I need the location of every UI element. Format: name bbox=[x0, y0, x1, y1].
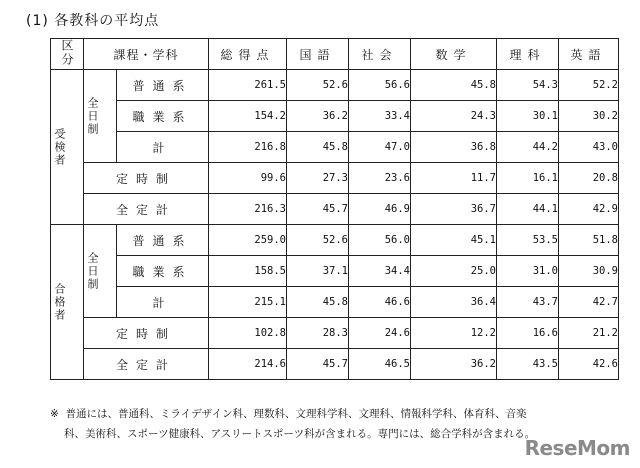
cell-total: 158.5 bbox=[209, 256, 287, 287]
cell-science: 16.6 bbox=[497, 318, 559, 349]
table-row bbox=[51, 256, 619, 287]
row-label-general: 普通系 bbox=[117, 70, 209, 101]
cell-science: 44.2 bbox=[497, 132, 559, 163]
row-label-parttime: 定時制 bbox=[84, 318, 209, 349]
cell-science: 53.5 bbox=[497, 225, 559, 256]
cell-social: 46.9 bbox=[349, 194, 411, 225]
cell-total: 214.6 bbox=[209, 349, 287, 380]
cell-science: 31.0 bbox=[497, 256, 559, 287]
cell-social: 34.4 bbox=[349, 256, 411, 287]
header-kubun: 区分 bbox=[51, 39, 84, 70]
cell-japanese: 37.1 bbox=[287, 256, 349, 287]
cell-social: 46.5 bbox=[349, 349, 411, 380]
table-row bbox=[51, 349, 619, 380]
cell-math: 45.8 bbox=[411, 70, 497, 101]
cell-total: 154.2 bbox=[209, 101, 287, 132]
group-fulltime: 全日制 bbox=[84, 70, 117, 163]
header-english: 英語 bbox=[559, 39, 619, 70]
cell-math: 24.3 bbox=[411, 101, 497, 132]
cell-english: 42.7 bbox=[559, 287, 619, 318]
cell-english: 42.9 bbox=[559, 194, 619, 225]
cell-japanese: 45.8 bbox=[287, 287, 349, 318]
cell-english: 30.2 bbox=[559, 101, 619, 132]
header-total: 総得点 bbox=[209, 39, 287, 70]
cell-science: 43.5 bbox=[497, 349, 559, 380]
table-row bbox=[51, 225, 619, 256]
header-math: 数学 bbox=[411, 39, 497, 70]
cell-japanese: 52.6 bbox=[287, 70, 349, 101]
footnote-mark: ※ bbox=[50, 408, 59, 420]
cell-total: 102.8 bbox=[209, 318, 287, 349]
cell-japanese: 28.3 bbox=[287, 318, 349, 349]
footnote-line-2: 科、美術科、スポーツ健康科、アスリートスポーツ科が含まれる。専門には、総合学科が含まれる。 bbox=[64, 428, 536, 440]
cell-total: 215.1 bbox=[209, 287, 287, 318]
cell-math: 45.1 bbox=[411, 225, 497, 256]
cell-english: 43.0 bbox=[559, 132, 619, 163]
row-label-vocational: 職業系 bbox=[117, 101, 209, 132]
cell-english: 20.8 bbox=[559, 163, 619, 194]
cell-math: 36.8 bbox=[411, 132, 497, 163]
cell-english: 42.6 bbox=[559, 349, 619, 380]
cell-japanese: 52.6 bbox=[287, 225, 349, 256]
cell-japanese: 45.8 bbox=[287, 132, 349, 163]
table-row bbox=[51, 318, 619, 349]
cell-math: 36.2 bbox=[411, 349, 497, 380]
cell-social: 56.0 bbox=[349, 225, 411, 256]
cell-science: 54.3 bbox=[497, 70, 559, 101]
cell-science: 16.1 bbox=[497, 163, 559, 194]
cell-math: 36.4 bbox=[411, 287, 497, 318]
header-social: 社会 bbox=[349, 39, 411, 70]
table-row bbox=[51, 132, 619, 163]
row-label-vocational: 職業系 bbox=[117, 256, 209, 287]
table-row bbox=[51, 287, 619, 318]
header-japanese: 国語 bbox=[287, 39, 349, 70]
table-row bbox=[51, 163, 619, 194]
row-label-parttime: 定時制 bbox=[84, 163, 209, 194]
row-label-all: 全定計 bbox=[84, 194, 209, 225]
table-row bbox=[51, 101, 619, 132]
table-row bbox=[51, 70, 619, 101]
table-row bbox=[51, 194, 619, 225]
cell-english: 30.9 bbox=[559, 256, 619, 287]
cell-social: 47.0 bbox=[349, 132, 411, 163]
cell-english: 21.2 bbox=[559, 318, 619, 349]
resemom-logo: ReseMom bbox=[524, 436, 630, 460]
cell-japanese: 45.7 bbox=[287, 194, 349, 225]
cell-math: 25.0 bbox=[411, 256, 497, 287]
cell-total: 99.6 bbox=[209, 163, 287, 194]
cell-total: 216.8 bbox=[209, 132, 287, 163]
header-science: 理科 bbox=[497, 39, 559, 70]
cell-japanese: 27.3 bbox=[287, 163, 349, 194]
header-row bbox=[51, 39, 619, 70]
cell-total: 216.3 bbox=[209, 194, 287, 225]
footnote-line-1: ※ 普通には、普通科、ミライデザイン科、理数科、文理科学科、文理科、情報科学科、体育科、音楽 bbox=[50, 408, 527, 420]
cell-english: 52.2 bbox=[559, 70, 619, 101]
row-label-general: 普通系 bbox=[117, 225, 209, 256]
cell-math: 12.2 bbox=[411, 318, 497, 349]
group-passers: 合格者 bbox=[51, 225, 84, 380]
cell-science: 44.1 bbox=[497, 194, 559, 225]
cell-japanese: 36.2 bbox=[287, 101, 349, 132]
section-heading: (1) 各教科の平均点 bbox=[26, 13, 160, 29]
cell-science: 43.7 bbox=[497, 287, 559, 318]
group-applicants: 受検者 bbox=[51, 70, 84, 225]
cell-english: 51.8 bbox=[559, 225, 619, 256]
cell-science: 30.1 bbox=[497, 101, 559, 132]
cell-social: 56.6 bbox=[349, 70, 411, 101]
cell-social: 33.4 bbox=[349, 101, 411, 132]
cell-total: 259.0 bbox=[209, 225, 287, 256]
row-label-subtotal: 計 bbox=[117, 287, 209, 318]
cell-japanese: 45.7 bbox=[287, 349, 349, 380]
header-course: 課程・学科 bbox=[84, 39, 209, 70]
group-fulltime: 全日制 bbox=[84, 225, 117, 318]
cell-social: 24.6 bbox=[349, 318, 411, 349]
cell-math: 36.7 bbox=[411, 194, 497, 225]
cell-math: 11.7 bbox=[411, 163, 497, 194]
row-label-subtotal: 計 bbox=[117, 132, 209, 163]
cell-total: 261.5 bbox=[209, 70, 287, 101]
average-scores-table bbox=[50, 38, 619, 380]
row-label-all: 全定計 bbox=[84, 349, 209, 380]
cell-social: 46.6 bbox=[349, 287, 411, 318]
cell-social: 23.6 bbox=[349, 163, 411, 194]
